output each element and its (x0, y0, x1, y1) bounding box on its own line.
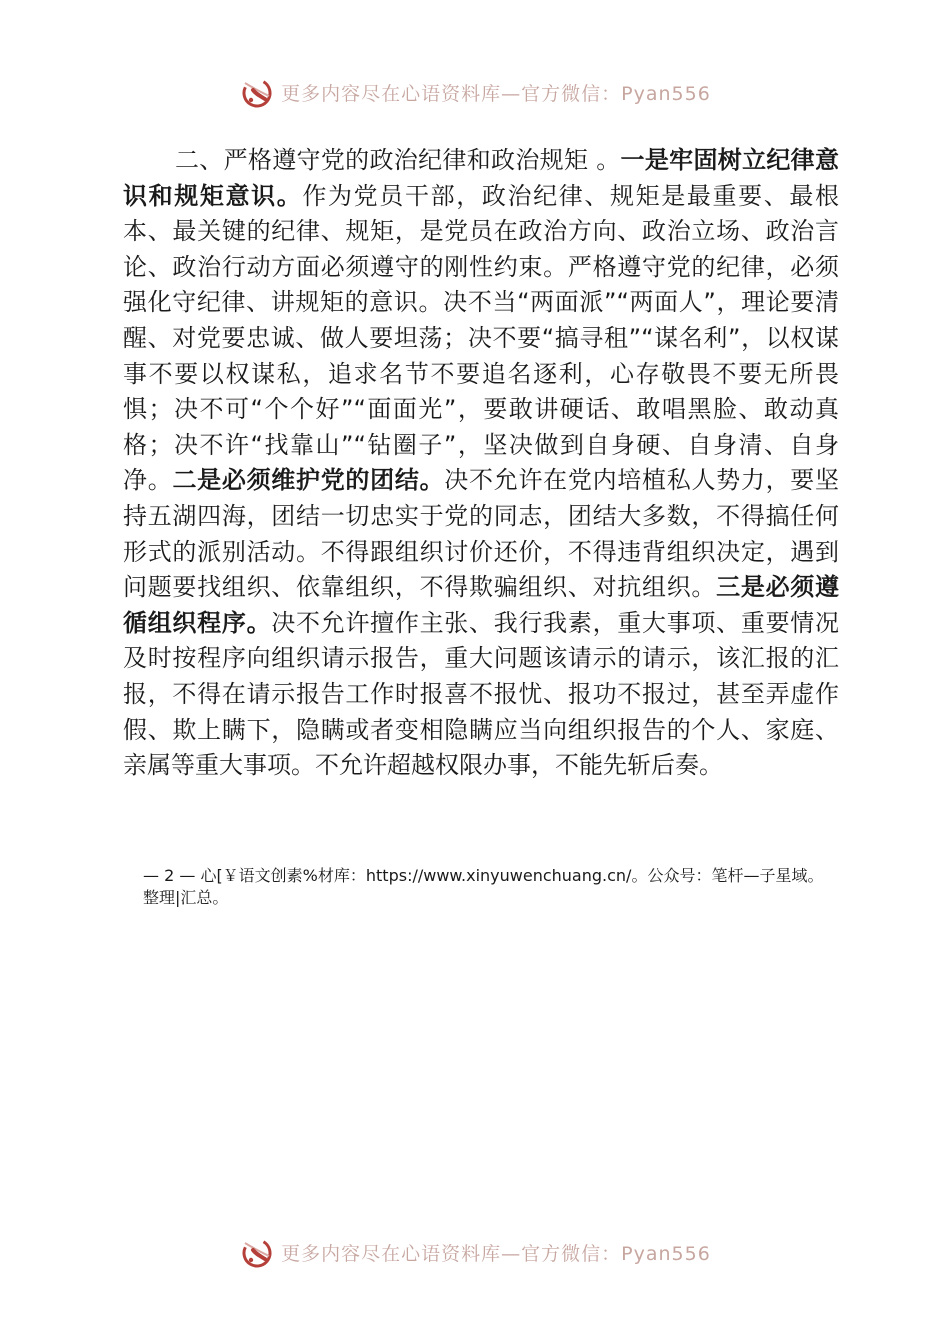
point-three-title: 三是必须遵循组织程序。 (123, 573, 840, 637)
brush-logo-icon (239, 74, 275, 110)
page-footer: — 2 — 心[￥语文创素%材库：https://www.xinyuwenchuang.cn/。公众号：笔杆—子星域。整理|汇总。 (143, 866, 824, 907)
header-banner (0, 72, 950, 112)
point-two-title: 二是必须维护党的团结。 (172, 466, 445, 495)
section-heading: 二、严格遵守党的政治纪律和政治规矩 。 (175, 146, 621, 174)
point-three-text: 决不允许擅作主张、我行我素，重大事项、重要情况及时按程序向组织请示报告，重大问题该请示的请示，该汇报的汇报，不得在请示报告工作时报喜不报忧、报功不报过，甚至弄虚作假、欺上瞒下，隐瞒或者变相隐瞒应当向组织报告的个人、家庭、亲属等重大事项。不允许超越权限办事，不能先斩后奏。 (123, 608, 840, 780)
banner-text (281, 1239, 711, 1266)
banner-label: 更多内容尽在心语资料库—官方微信： (281, 1242, 622, 1265)
brush-logo-icon (239, 1234, 275, 1270)
point-one-text: 作为党员干部，政治纪律、规矩是最重要、最根本、最关键的纪律、规矩，是党员在政治方向、政治立场、政治言论、政治行动方面必须遵守的刚性约束。严格遵守党的纪律，必须强化守纪律、讲规矩的意识。决不当“两面派”“两面人”，理论要清醒、对党要忠诚、做人要坦荡；决不要“搞寻租”“谋名利”，以权谋事不要以权谋私，追求名节不要追名逐利，心存敬畏不要无所畏惧；决不可“个个好”“面面光”，要敢讲硬话、敢唱黑脸、敢动真格；决不许“找靠山”“钻圈子”，坚决做到自身硬、自身清、自身净。 (123, 181, 840, 495)
banner-label: 更多内容尽在心语资料库—官方微信： (281, 82, 622, 105)
article-body (123, 143, 839, 784)
banner-text (281, 79, 711, 106)
point-one-title: 一是牢固树立纪律意识和规矩意识。 (123, 146, 839, 210)
footer-banner (0, 1232, 950, 1272)
point-two-text: 决不允许在党内培植私人势力，要坚持五湖四海，团结一切忠实于党的同志，团结大多数，不得搞任何形式的派别活动。不得跟组织讨价还价，不得违背组织决定，遇到问题要找组织、依靠组织，不得欺骗组织、对抗组织。 (123, 466, 840, 602)
banner-wechat-id: Pyan556 (621, 1242, 711, 1265)
banner-wechat-id: Pyan556 (621, 82, 711, 105)
